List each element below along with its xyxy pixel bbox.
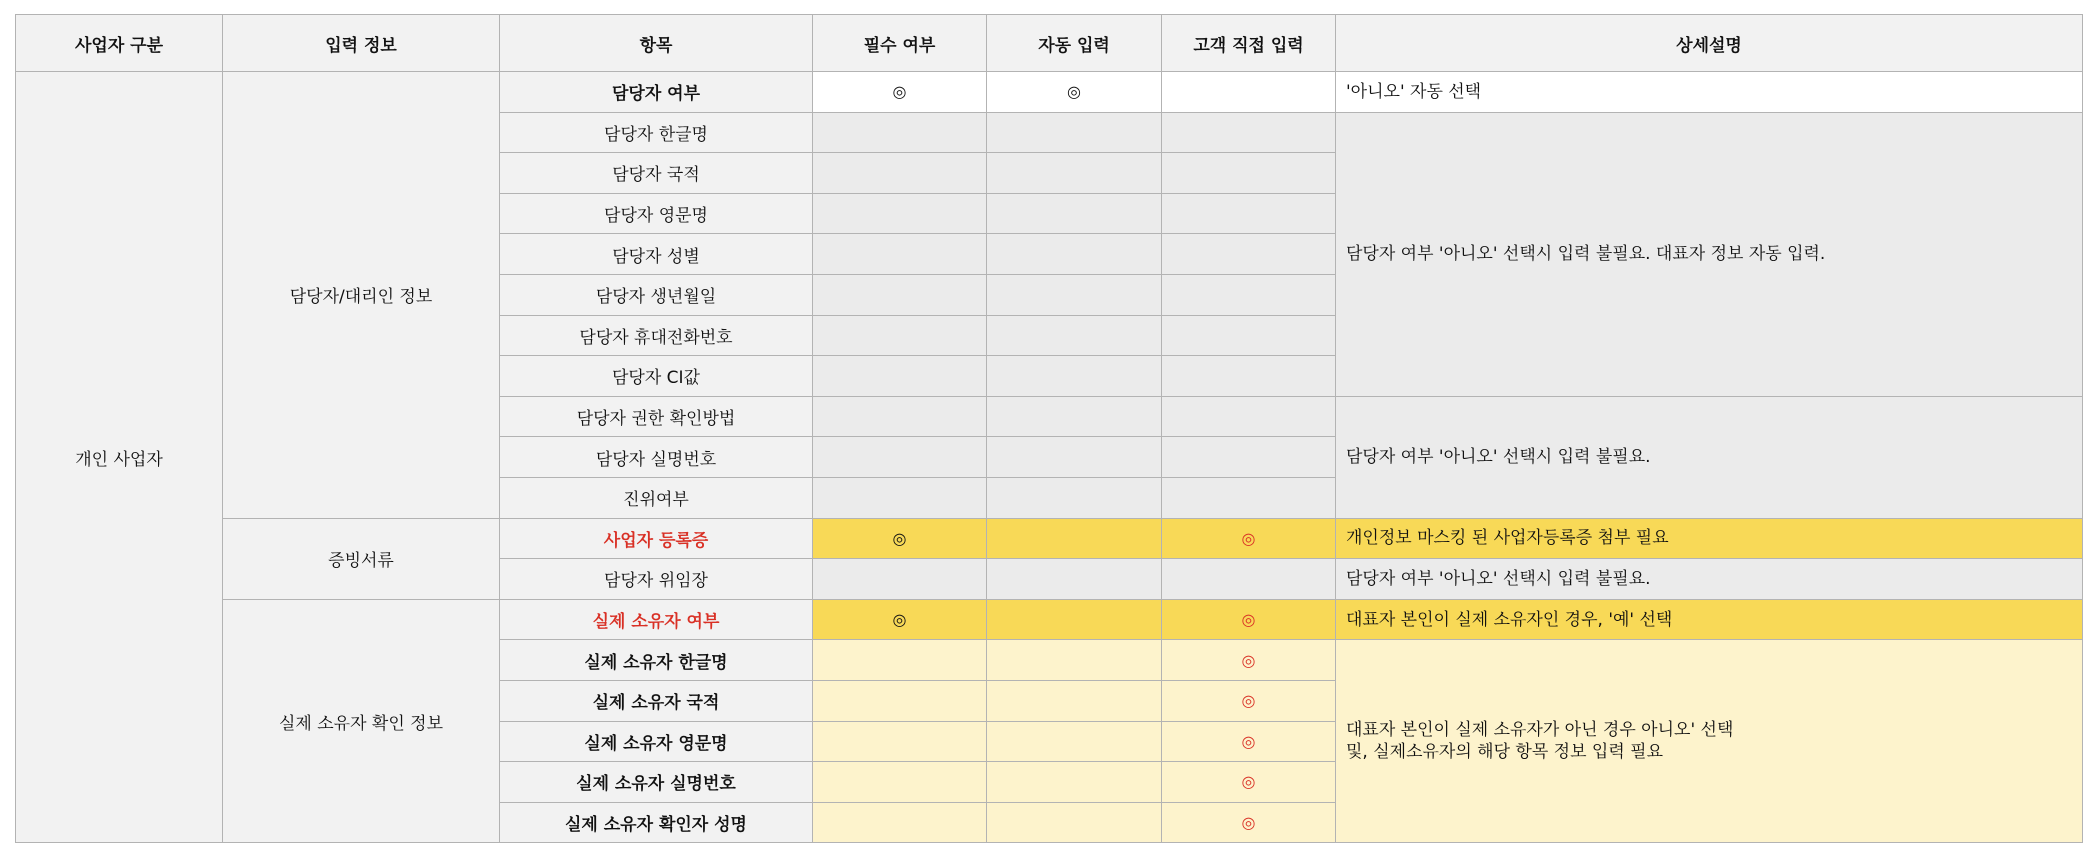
item-cell: 실제 소유자 한글명 bbox=[500, 640, 813, 681]
item-cell: 실제 소유자 확인자 성명 bbox=[500, 802, 813, 843]
customer-input-cell bbox=[1162, 477, 1336, 518]
customer-input-cell bbox=[1162, 193, 1336, 234]
header-item: 항목 bbox=[500, 15, 813, 72]
auto-input-cell bbox=[987, 518, 1162, 559]
required-cell bbox=[813, 274, 987, 315]
required-mark: ◎ bbox=[813, 599, 987, 640]
required-cell bbox=[813, 396, 987, 437]
header-input-info: 입력 정보 bbox=[223, 15, 500, 72]
item-cell: 담당자 성별 bbox=[500, 234, 813, 275]
auto-input-cell bbox=[987, 640, 1162, 681]
required-cell bbox=[813, 477, 987, 518]
auto-input-cell bbox=[987, 315, 1162, 356]
item-cell: 실제 소유자 실명번호 bbox=[500, 762, 813, 803]
required-cell bbox=[813, 762, 987, 803]
required-cell bbox=[813, 153, 987, 194]
item-cell: 담당자 국적 bbox=[500, 153, 813, 194]
requirements-table bbox=[15, 14, 2083, 843]
required-cell bbox=[813, 112, 987, 153]
customer-input-cell bbox=[1162, 356, 1336, 397]
description-cell: 개인정보 마스킹 된 사업자등록증 첨부 필요 bbox=[1336, 518, 2083, 559]
customer-input-cell bbox=[1162, 234, 1336, 275]
auto-input-cell bbox=[987, 802, 1162, 843]
required-cell bbox=[813, 640, 987, 681]
item-cell: 담당자 실명번호 bbox=[500, 437, 813, 478]
auto-input-cell bbox=[987, 274, 1162, 315]
auto-input-cell bbox=[987, 437, 1162, 478]
required-mark: ◎ bbox=[813, 518, 987, 559]
group-agent-info: 담당자/대리인 정보 bbox=[223, 72, 500, 519]
item-cell: 담당자 생년월일 bbox=[500, 274, 813, 315]
auto-input-mark: ◎ bbox=[987, 72, 1162, 113]
table-row bbox=[16, 518, 2083, 559]
required-cell bbox=[813, 437, 987, 478]
header-auto-input: 자동 입력 bbox=[987, 15, 1162, 72]
table-row bbox=[16, 72, 2083, 113]
auto-input-cell bbox=[987, 396, 1162, 437]
item-cell: 실제 소유자 여부 bbox=[500, 599, 813, 640]
description-cell: 담당자 여부 '아니오' 선택시 입력 불필요. bbox=[1336, 559, 2083, 600]
table-row bbox=[16, 599, 2083, 640]
customer-input-cell bbox=[1162, 315, 1336, 356]
item-cell: 담당자 CI값 bbox=[500, 356, 813, 397]
item-cell: 담당자 휴대전화번호 bbox=[500, 315, 813, 356]
description-cell bbox=[1336, 640, 2083, 843]
item-cell: 진위여부 bbox=[500, 477, 813, 518]
item-cell: 담당자 영문명 bbox=[500, 193, 813, 234]
customer-input-cell bbox=[1162, 153, 1336, 194]
group-docs: 증빙서류 bbox=[223, 518, 500, 599]
description-cell: '아니오' 자동 선택 bbox=[1336, 72, 2083, 113]
customer-input-mark: ◎ bbox=[1162, 721, 1336, 762]
auto-input-cell bbox=[987, 680, 1162, 721]
description-line: 대표자 본인이 실제 소유자가 아닌 경우 아니오' 선택 bbox=[1346, 720, 1734, 741]
auto-input-cell bbox=[987, 762, 1162, 803]
header-required: 필수 여부 bbox=[813, 15, 987, 72]
customer-input-mark: ◎ bbox=[1162, 599, 1336, 640]
customer-input-cell bbox=[1162, 559, 1336, 600]
item-cell: 담당자 위임장 bbox=[500, 559, 813, 600]
description-cell: 담당자 여부 '아니오' 선택시 입력 불필요. bbox=[1336, 396, 2083, 518]
group-owner-info: 실제 소유자 확인 정보 bbox=[223, 599, 500, 843]
required-cell bbox=[813, 559, 987, 600]
description-cell: 담당자 여부 '아니오' 선택시 입력 불필요. 대표자 정보 자동 입력. bbox=[1336, 112, 2083, 396]
required-cell bbox=[813, 193, 987, 234]
auto-input-cell bbox=[987, 477, 1162, 518]
auto-input-cell bbox=[987, 599, 1162, 640]
required-cell bbox=[813, 234, 987, 275]
customer-input-cell bbox=[1162, 274, 1336, 315]
customer-input-mark: ◎ bbox=[1162, 802, 1336, 843]
customer-input-mark: ◎ bbox=[1162, 640, 1336, 681]
required-cell bbox=[813, 315, 987, 356]
required-mark: ◎ bbox=[813, 72, 987, 113]
business-type-cell: 개인 사업자 bbox=[16, 72, 223, 843]
required-cell bbox=[813, 721, 987, 762]
description-cell: 대표자 본인이 실제 소유자인 경우, '예' 선택 bbox=[1336, 599, 2083, 640]
required-cell bbox=[813, 356, 987, 397]
item-cell: 사업자 등록증 bbox=[500, 518, 813, 559]
customer-input-cell bbox=[1162, 396, 1336, 437]
customer-input-cell bbox=[1162, 437, 1336, 478]
auto-input-cell bbox=[987, 153, 1162, 194]
required-cell bbox=[813, 680, 987, 721]
customer-input-mark: ◎ bbox=[1162, 680, 1336, 721]
item-cell: 담당자 한글명 bbox=[500, 112, 813, 153]
customer-input-mark: ◎ bbox=[1162, 762, 1336, 803]
auto-input-cell bbox=[987, 112, 1162, 153]
header-description: 상세설명 bbox=[1336, 15, 2083, 72]
item-cell: 담당자 여부 bbox=[500, 72, 813, 113]
auto-input-cell bbox=[987, 356, 1162, 397]
header-customer-input: 고객 직접 입력 bbox=[1162, 15, 1336, 72]
auto-input-cell bbox=[987, 559, 1162, 600]
customer-input-cell bbox=[1162, 112, 1336, 153]
auto-input-cell bbox=[987, 234, 1162, 275]
header-row bbox=[16, 15, 2083, 72]
item-cell: 담당자 권한 확인방법 bbox=[500, 396, 813, 437]
auto-input-cell bbox=[987, 721, 1162, 762]
auto-input-cell bbox=[987, 193, 1162, 234]
required-cell bbox=[813, 802, 987, 843]
item-cell: 실제 소유자 영문명 bbox=[500, 721, 813, 762]
item-cell: 실제 소유자 국적 bbox=[500, 680, 813, 721]
header-business-type: 사업자 구분 bbox=[16, 15, 223, 72]
description-line: 및, 실제소유자의 해당 항목 정보 입력 필요 bbox=[1346, 742, 1664, 763]
customer-input-cell bbox=[1162, 72, 1336, 113]
customer-input-mark: ◎ bbox=[1162, 518, 1336, 559]
